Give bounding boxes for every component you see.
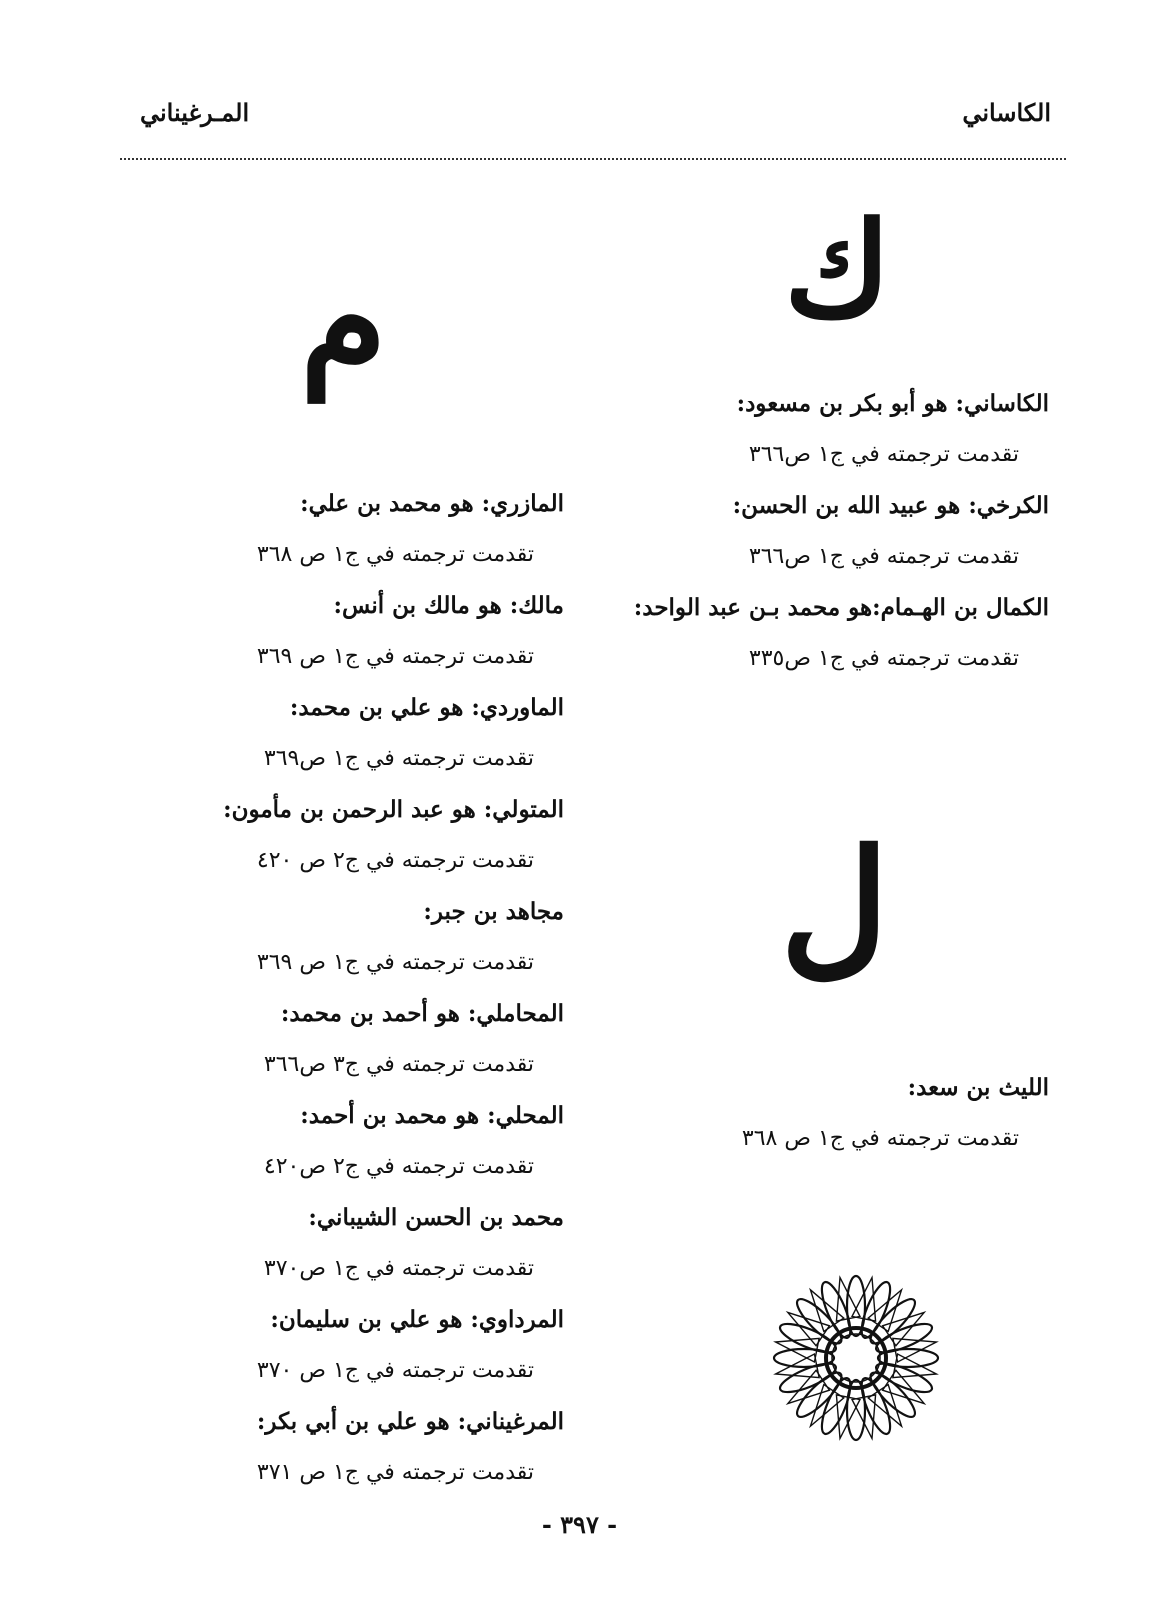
list-item [144,1090,564,1192]
list-item [144,682,564,784]
running-header-left: المـرغيناني [140,98,250,127]
entry-name: المرداوي: هو علي بن سليمان: [270,1306,564,1333]
entry-name: المتولي: هو عبد الرحمن بن مأمون: [223,796,564,823]
entry-name: المحاملي: هو أحمد بن محمد: [280,1000,564,1027]
mim-entries [144,478,564,1498]
entry-reference: تقدمت ترجمته في ج٢ ص ٤٢٠ [256,848,534,873]
list-item [589,378,1049,480]
entry-name: الماوردي: هو علي بن محمد: [289,694,564,721]
header-dotted-rule [120,158,1066,160]
entry-reference: تقدمت ترجمته في ج١ ص ٣٦٩ [256,950,534,975]
entry-name: المرغيناني: هو علي بن أبي بكر: [256,1408,564,1435]
entry-reference: تقدمت ترجمته في ج١ ص ٣٦٩ [256,644,534,669]
entry-reference: تقدمت ترجمته في ج١ ص ٣٧٠ [256,1358,534,1383]
entry-reference: تقدمت ترجمته في ج١ ص ٣٦٨ [256,542,534,567]
list-item [589,582,1049,684]
list-item [144,988,564,1090]
entry-reference: تقدمت ترجمته في ج١ ص٣٦٦ [748,544,1019,569]
list-item [144,1396,564,1498]
entry-reference: تقدمت ترجمته في ج١ ص٣٧٠ [263,1256,534,1281]
list-item [144,886,564,988]
list-item [144,1192,564,1294]
letter-mim-heading: م [300,238,387,402]
entry-name: الكرخي: هو عبيد الله بن الحسن: [732,492,1049,519]
entry-name: المحلي: هو محمد بن أحمد: [300,1102,564,1129]
entry-reference: تقدمت ترجمته في ج١ ص٣٦٦ [748,442,1019,467]
entry-reference: تقدمت ترجمته في ج١ ص ٣٦٨ [741,1126,1019,1151]
entry-name: مالك: هو مالك بن أنس: [333,592,564,619]
running-header-right: الكاساني [962,98,1051,127]
kaf-entries [589,378,1049,684]
letter-kaf-heading: ك [783,193,891,346]
entry-reference: تقدمت ترجمته في ج٣ ص٣٦٦ [263,1052,534,1077]
list-item [144,784,564,886]
entry-reference: تقدمت ترجمته في ج١ ص ٣٧١ [256,1460,534,1485]
entry-name: المازري: هو محمد بن علي: [300,490,564,517]
entry-reference: تقدمت ترجمته في ج١ ص٣٦٩ [263,746,534,771]
list-item [589,480,1049,582]
list-item [144,478,564,580]
list-item [144,1294,564,1396]
entry-name: الكاساني: هو أبو بكر بن مسعود: [736,390,1049,417]
entry-reference: تقدمت ترجمته في ج١ ص٣٣٥ [748,646,1019,671]
entry-reference: تقدمت ترجمته في ج٢ ص٤٢٠ [263,1154,534,1179]
list-item [589,1062,1049,1164]
entry-name: مجاهد بن جبر: [423,898,564,925]
letter-lam-heading: ل [780,817,889,993]
entry-name: الليث بن سعد: [907,1074,1049,1101]
list-item [144,580,564,682]
lam-entries [589,1062,1049,1164]
star-ornament-icon [770,1272,942,1444]
entry-name: محمد بن الحسن الشيباني: [308,1204,564,1231]
entry-name: الكمال بن الهـمام:هو محمد بـن عبد الواحد: [633,594,1049,621]
page-number: - ٣٩٧ - [541,1510,618,1539]
